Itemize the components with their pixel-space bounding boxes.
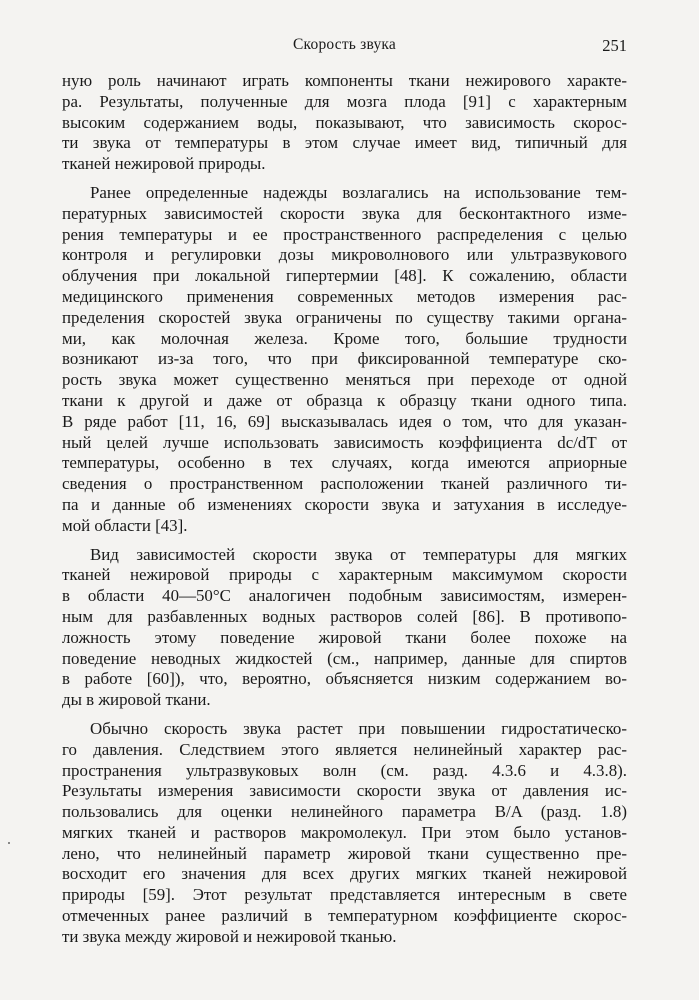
text-line: тканей нежировой природы с характерным максимумом скорости bbox=[62, 565, 627, 585]
text-line: го давления. Следствием этого является нелинейный характер рас- bbox=[62, 739, 627, 759]
text-line: Обычно скорость звука растет при повышении гидростатическо- bbox=[90, 718, 627, 738]
text-line: температуры, особенно в тех случаях, когда имеются априорные bbox=[62, 453, 627, 473]
text-line: поведение неводных жидкостей (см., например, данные для спиртов bbox=[62, 648, 627, 668]
paragraph bbox=[62, 545, 627, 711]
running-title: Скорость звука bbox=[293, 36, 396, 53]
text-line: мой области [43]. bbox=[62, 515, 188, 535]
body-text bbox=[62, 71, 627, 956]
text-line: ным для разбавленных водных растворов солей [86]. В противопо- bbox=[62, 606, 627, 626]
text-line: высоким содержанием воды, показывают, что зависимость скорос- bbox=[62, 112, 627, 132]
text-line: Вид зависимостей скорости звука от температуры для мягких bbox=[90, 544, 627, 564]
text-line: возникают из-за того, что при фиксированной температуре ско- bbox=[62, 349, 627, 369]
text-line: облучения при локальной гипертермии [48]. К сожалению, области bbox=[62, 266, 627, 286]
text-line: пользовались для оценки нелинейного параметра B/A (разд. 1.8) bbox=[62, 802, 627, 822]
text-line: медицинского применения современных методов измерения рас- bbox=[62, 286, 627, 306]
text-line: пературных зависимостей скорости звука для бесконтактного изме- bbox=[62, 203, 627, 223]
text-line: ми, как молочная железа. Кроме того, большие трудности bbox=[62, 328, 627, 348]
paragraph bbox=[62, 71, 627, 175]
text-line: природы [59]. Этот результат представляется интересным в свете bbox=[62, 885, 627, 905]
text-line: тканей нежировой природы. bbox=[62, 154, 266, 174]
text-line: Результаты измерения зависимости скорости звука от давления ис- bbox=[62, 781, 627, 801]
page-header bbox=[62, 36, 627, 60]
page-number: 251 bbox=[602, 36, 627, 55]
text-line: ти звука от температуры в этом случае имеет вид, типичный для bbox=[62, 133, 627, 153]
paragraph bbox=[62, 183, 627, 537]
text-line: ра. Результаты, полученные для мозга плода [91] с характерным bbox=[62, 91, 627, 111]
text-line: ложность этому поведение жировой ткани более похоже на bbox=[62, 627, 627, 647]
text-line: ды в жировой ткани. bbox=[62, 690, 211, 710]
scan-speck bbox=[8, 842, 10, 844]
text-line: ти звука между жировой и нежировой тканью. bbox=[62, 926, 397, 946]
text-line: пределения скоростей звука ограничены по существу такими органа- bbox=[62, 307, 627, 327]
text-line: рения температуры и ее пространственного распределения с целью bbox=[62, 224, 627, 244]
text-line: Ранее определенные надежды возлагались на использование тем- bbox=[90, 182, 627, 202]
text-line: в работе [60]), что, вероятно, объясняется низким содержанием во- bbox=[62, 669, 627, 689]
text-line: В ряде работ [11, 16, 69] высказывалась идея о том, что для указан- bbox=[62, 411, 627, 431]
text-line: ную роль начинают играть компоненты ткани нежирового характе- bbox=[62, 71, 627, 90]
text-line: ткани к другой и даже от образца к образцу ткани одного типа. bbox=[62, 390, 627, 410]
paragraph bbox=[62, 719, 627, 948]
text-line: рость звука может существенно меняться при переходе от одной bbox=[62, 370, 627, 390]
text-line: лено, что нелинейный параметр жировой ткани существенно пре- bbox=[62, 843, 627, 863]
text-line: сведения о пространственном расположении тканей различного ти- bbox=[62, 474, 627, 494]
text-line: па и данные об изменениях скорости звука и затухания в исследуе- bbox=[62, 494, 627, 514]
text-line: в области 40—50°С аналогичен подобным зависимостям, измерен- bbox=[62, 586, 627, 606]
text-line: отмеченных ранее различий в температурном коэффициенте скорос- bbox=[62, 906, 627, 926]
text-line: мягких тканей и растворов макромолекул. При этом было установ- bbox=[62, 822, 627, 842]
text-line: контроля и регулировки дозы микроволнового или ультразвукового bbox=[62, 245, 627, 265]
text-line: восходит его значения для всех других мягких тканей нежировой bbox=[62, 864, 627, 884]
text-line: пространения ультразвуковых волн (см. разд. 4.3.6 и 4.3.8). bbox=[62, 760, 627, 780]
text-line: ный целей лучше использовать зависимость коэффициента dc/dT от bbox=[62, 432, 627, 452]
